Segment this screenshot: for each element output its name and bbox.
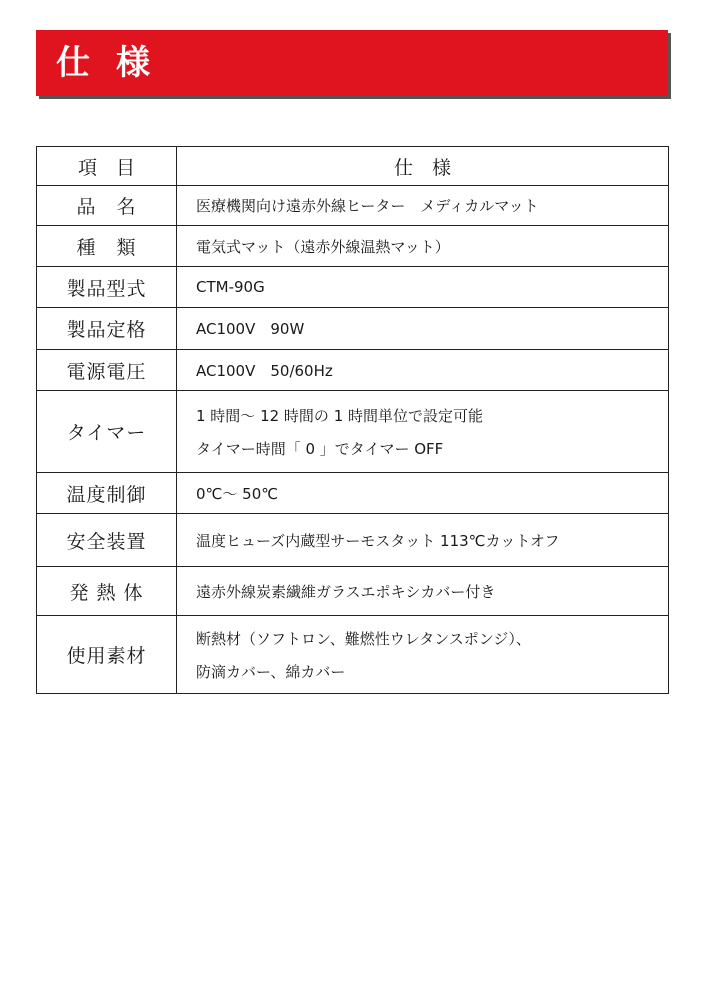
row-label: 電源電圧 [37, 350, 177, 391]
column-header-item: 項 目 [37, 147, 177, 186]
row-value-multiline [177, 391, 669, 473]
page-title: 仕様 [56, 43, 176, 83]
row-label: 製品型式 [37, 267, 177, 308]
row-value: AC100V 50/60Hz [177, 350, 669, 391]
row-label: 使用素材 [37, 616, 177, 694]
row-value: 温度ヒューズ内蔵型サーモスタット 113℃カットオフ [177, 514, 669, 567]
row-value: 電気式マット（遠赤外線温熱マット） [177, 226, 669, 267]
table-row [37, 567, 669, 616]
row-value-multiline [177, 616, 669, 694]
row-value: CTM-90G [177, 267, 669, 308]
row-value-line1: 1 時間～ 12 時間の 1 時間単位で設定可能 [196, 406, 484, 425]
table-row [37, 514, 669, 567]
row-value: 遠赤外線炭素繊維ガラスエポキシカバー付き [177, 567, 669, 616]
spec-table [36, 146, 669, 694]
row-label: 温度制御 [37, 473, 177, 514]
table-row [37, 616, 669, 694]
table-row [37, 226, 669, 267]
row-value-line2: タイマー時間「 0 」でタイマー OFF [196, 439, 444, 458]
row-label: タイマー [37, 391, 177, 473]
row-label: 安全装置 [37, 514, 177, 567]
row-value-line2: 防滴カバー、綿カバー [196, 662, 346, 681]
table-row [37, 308, 669, 350]
table-row [37, 267, 669, 308]
row-value: AC100V 90W [177, 308, 669, 350]
table-row [37, 350, 669, 391]
table-row [37, 186, 669, 226]
title-banner [36, 30, 668, 96]
table-row [37, 473, 669, 514]
row-value: 0℃～ 50℃ [177, 473, 669, 514]
table-row [37, 391, 669, 473]
row-value: 医療機関向け遠赤外線ヒーター メディカルマット [177, 186, 669, 226]
column-header-spec: 仕 様 [177, 147, 669, 186]
row-value-line1: 断熱材（ソフトロン、難燃性ウレタンスポンジ）、 [196, 629, 531, 648]
table-header-row [37, 147, 669, 186]
row-label: 製品定格 [37, 308, 177, 350]
row-label: 発 熱 体 [37, 567, 177, 616]
row-label: 種 類 [37, 226, 177, 267]
row-label: 品 名 [37, 186, 177, 226]
